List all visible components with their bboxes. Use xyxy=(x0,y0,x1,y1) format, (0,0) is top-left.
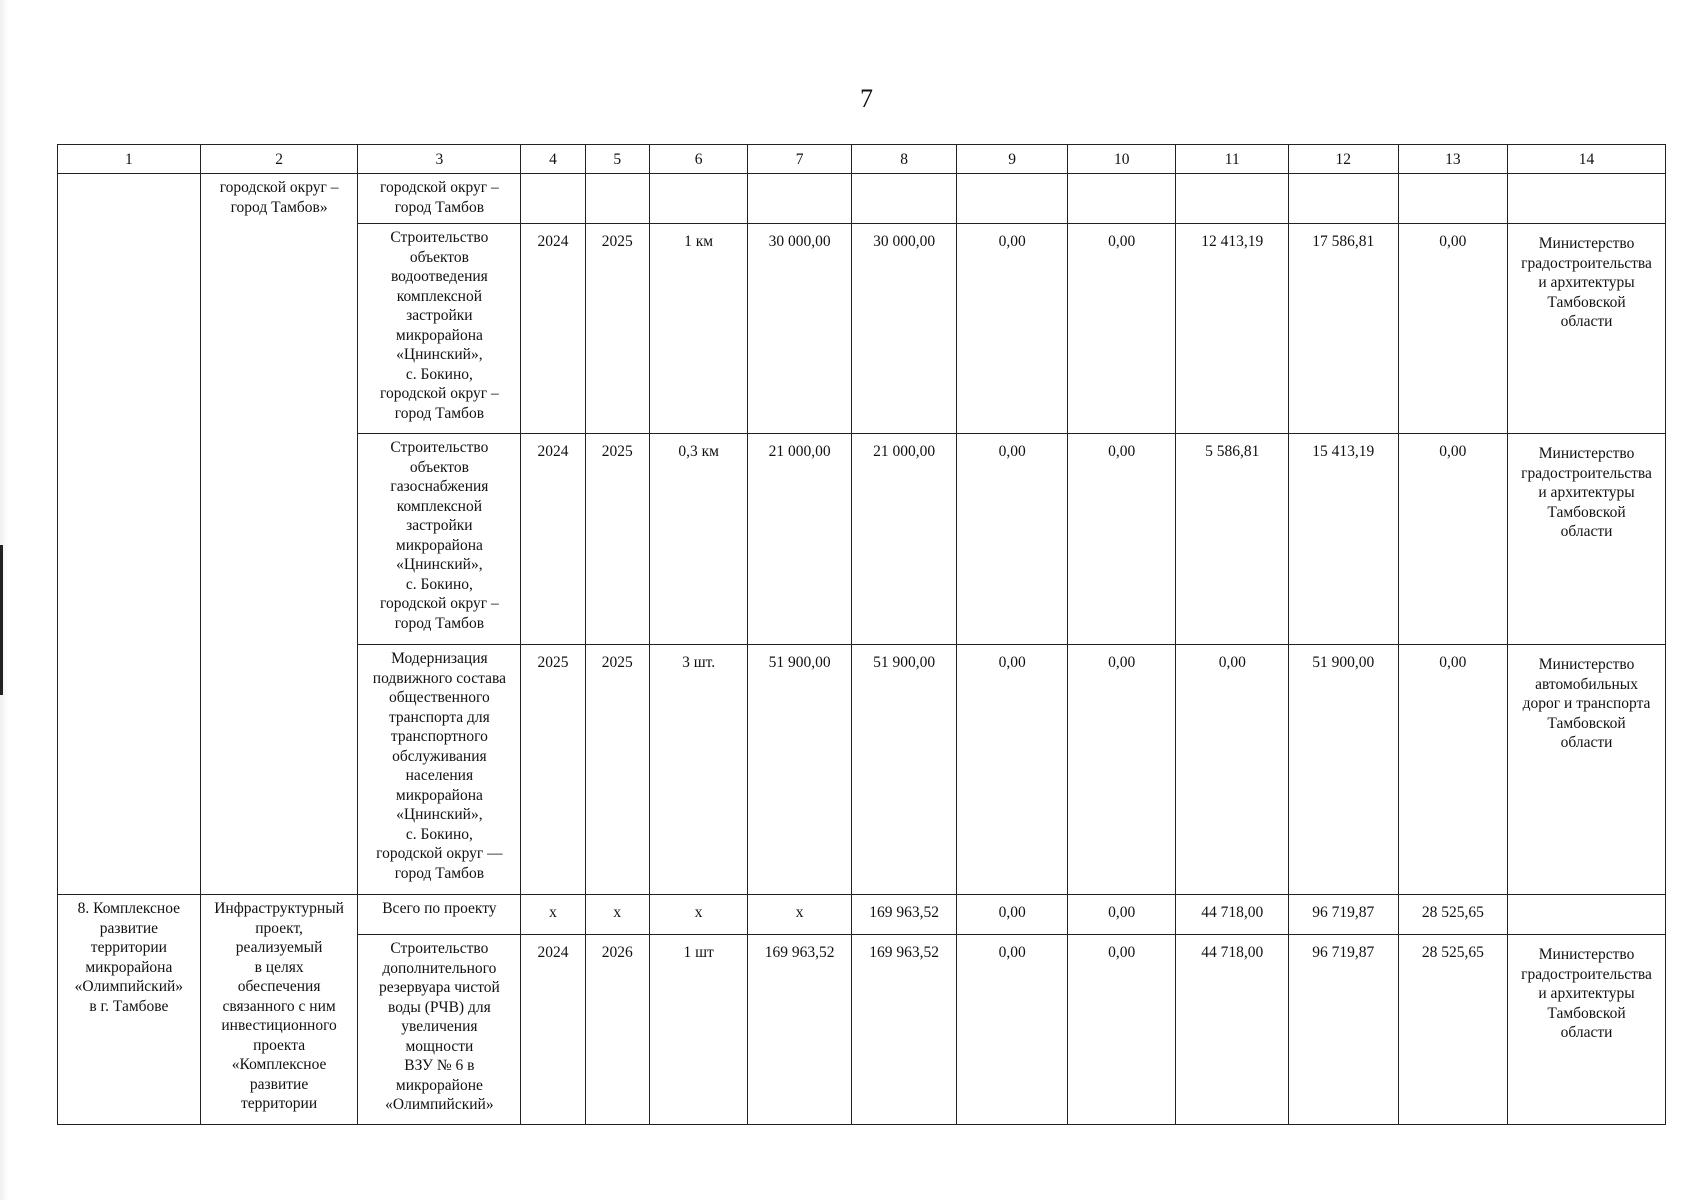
page-number: 7 xyxy=(860,84,873,113)
cell-value: 0,00 xyxy=(1398,224,1508,434)
cell-cost: 169 963,52 xyxy=(748,935,852,1125)
cell-value: 0,00 xyxy=(957,895,1068,935)
cell-cost: x xyxy=(748,895,852,935)
cell-capacity: x xyxy=(649,895,747,935)
cell-responsible-ministry xyxy=(1508,895,1666,935)
cell-cost: 30 000,00 xyxy=(748,224,852,434)
column-header: 2 xyxy=(200,145,358,174)
cell-start-year: 2025 xyxy=(521,645,585,895)
cell-value: 0,00 xyxy=(1398,434,1508,645)
cell-end-year: x xyxy=(585,895,649,935)
cell-total: 169 963,52 xyxy=(851,895,957,935)
cell-empty xyxy=(1067,174,1176,224)
cell-responsible-ministry: Министерство автомобильных дорог и транспорта Тамбовской области xyxy=(1508,645,1666,895)
column-header: 3 xyxy=(358,145,521,174)
column-header: 10 xyxy=(1067,145,1176,174)
cell-start-year: 2024 xyxy=(521,935,585,1125)
column-header: 1 xyxy=(58,145,201,174)
cell-project-type: городской округ – город Тамбов» xyxy=(200,174,358,895)
cell-start-year: 2024 xyxy=(521,434,585,645)
cell-object-name: Строительство объектов водоотведения комплексной застройки микрорайона «Цнинский», с. Бокино, городской округ – город Тамбов xyxy=(358,224,521,434)
cell-value: 5 586,81 xyxy=(1176,434,1289,645)
cell-empty xyxy=(1398,174,1508,224)
cell-value: 0,00 xyxy=(1176,645,1289,895)
cell-end-year: 2025 xyxy=(585,434,649,645)
cell-value: 0,00 xyxy=(1067,935,1176,1125)
cell-empty xyxy=(585,174,649,224)
cell-end-year: 2025 xyxy=(585,224,649,434)
cell-start-year: 2024 xyxy=(521,224,585,434)
cell-value: 0,00 xyxy=(1398,645,1508,895)
cell-total: 51 900,00 xyxy=(851,645,957,895)
cell-value: 0,00 xyxy=(1067,895,1176,935)
column-header: 8 xyxy=(851,145,957,174)
cell-value: 0,00 xyxy=(957,224,1068,434)
cell-empty xyxy=(1289,174,1399,224)
cell-value: 51 900,00 xyxy=(1289,645,1399,895)
cell-empty xyxy=(957,174,1068,224)
cell-value: 44 718,00 xyxy=(1176,895,1289,935)
cell-value: 28 525,65 xyxy=(1398,935,1508,1125)
scan-margin-mark xyxy=(0,545,3,695)
column-header: 14 xyxy=(1508,145,1666,174)
table-row xyxy=(58,895,1666,935)
column-header: 9 xyxy=(957,145,1068,174)
cell-value: 15 413,19 xyxy=(1289,434,1399,645)
cell-capacity: 0,3 км xyxy=(649,434,747,645)
cell-object-name: Строительство дополнительного резервуара чистой воды (РЧВ) для увеличения мощности ВЗУ № 6 в микрорайоне «Олимпийский» xyxy=(358,935,521,1125)
cell-value: 0,00 xyxy=(957,434,1068,645)
cell-empty xyxy=(521,174,585,224)
cell-value: 0,00 xyxy=(1067,434,1176,645)
cell-cost: 51 900,00 xyxy=(748,645,852,895)
column-header: 6 xyxy=(649,145,747,174)
cell-capacity: 1 км xyxy=(649,224,747,434)
cell-value: 0,00 xyxy=(1067,224,1176,434)
cell-total: 21 000,00 xyxy=(851,434,957,645)
cell-object-name: Строительство объектов газоснабжения комплексной застройки микрорайона «Цнинский», с. Бокино, городской округ – город Тамбов xyxy=(358,434,521,645)
column-header: 7 xyxy=(748,145,852,174)
cell-total: 169 963,52 xyxy=(851,935,957,1125)
cell-value: 96 719,87 xyxy=(1289,895,1399,935)
cell-value: 0,00 xyxy=(957,935,1068,1125)
cell-object-name: Модернизация подвижного состава общественного транспорта для транспортного обслуживания населения микрорайона «Цнинский», с. Бокино, городской округ — город Тамбов xyxy=(358,645,521,895)
column-header: 12 xyxy=(1289,145,1399,174)
data-table xyxy=(57,144,1666,1125)
cell-value: 12 413,19 xyxy=(1176,224,1289,434)
cell-value: 0,00 xyxy=(1067,645,1176,895)
cell-value: 44 718,00 xyxy=(1176,935,1289,1125)
cell-empty xyxy=(748,174,852,224)
cell-value: 96 719,87 xyxy=(1289,935,1399,1125)
column-header: 5 xyxy=(585,145,649,174)
cell-capacity: 3 шт. xyxy=(649,645,747,895)
cell-responsible-ministry: Министерство градостроительства и архитектуры Тамбовской области xyxy=(1508,224,1666,434)
cell-start-year: x xyxy=(521,895,585,935)
cell-end-year: 2025 xyxy=(585,645,649,895)
cell-responsible-ministry: Министерство градостроительства и архитектуры Тамбовской области xyxy=(1508,434,1666,645)
table-row xyxy=(58,174,1666,224)
cell-responsible-ministry: Министерство градостроительства и архитектуры Тамбовской области xyxy=(1508,935,1666,1125)
cell-empty xyxy=(1176,174,1289,224)
cell-total: 30 000,00 xyxy=(851,224,957,434)
column-header: 4 xyxy=(521,145,585,174)
cell-empty xyxy=(851,174,957,224)
cell-project-name xyxy=(58,174,201,895)
cell-object-name: городской округ – город Тамбов xyxy=(358,174,521,224)
column-header: 11 xyxy=(1176,145,1289,174)
cell-value: 28 525,65 xyxy=(1398,895,1508,935)
cell-cost: 21 000,00 xyxy=(748,434,852,645)
cell-end-year: 2026 xyxy=(585,935,649,1125)
cell-empty xyxy=(649,174,747,224)
cell-value: 17 586,81 xyxy=(1289,224,1399,434)
cell-project-name: 8. Комплексное развитие территории микрорайона «Олимпийский» в г. Тамбове xyxy=(58,895,201,1125)
column-number-header-row xyxy=(58,145,1666,174)
cell-project-type: Инфраструктурный проект, реализуемый в целях обеспечения связанного с ним инвестиционного проекта «Комплексное развитие территории xyxy=(200,895,358,1125)
cell-empty xyxy=(1508,174,1666,224)
column-header: 13 xyxy=(1398,145,1508,174)
cell-capacity: 1 шт xyxy=(649,935,747,1125)
cell-object-name: Всего по проекту xyxy=(358,895,521,935)
cell-value: 0,00 xyxy=(957,645,1068,895)
